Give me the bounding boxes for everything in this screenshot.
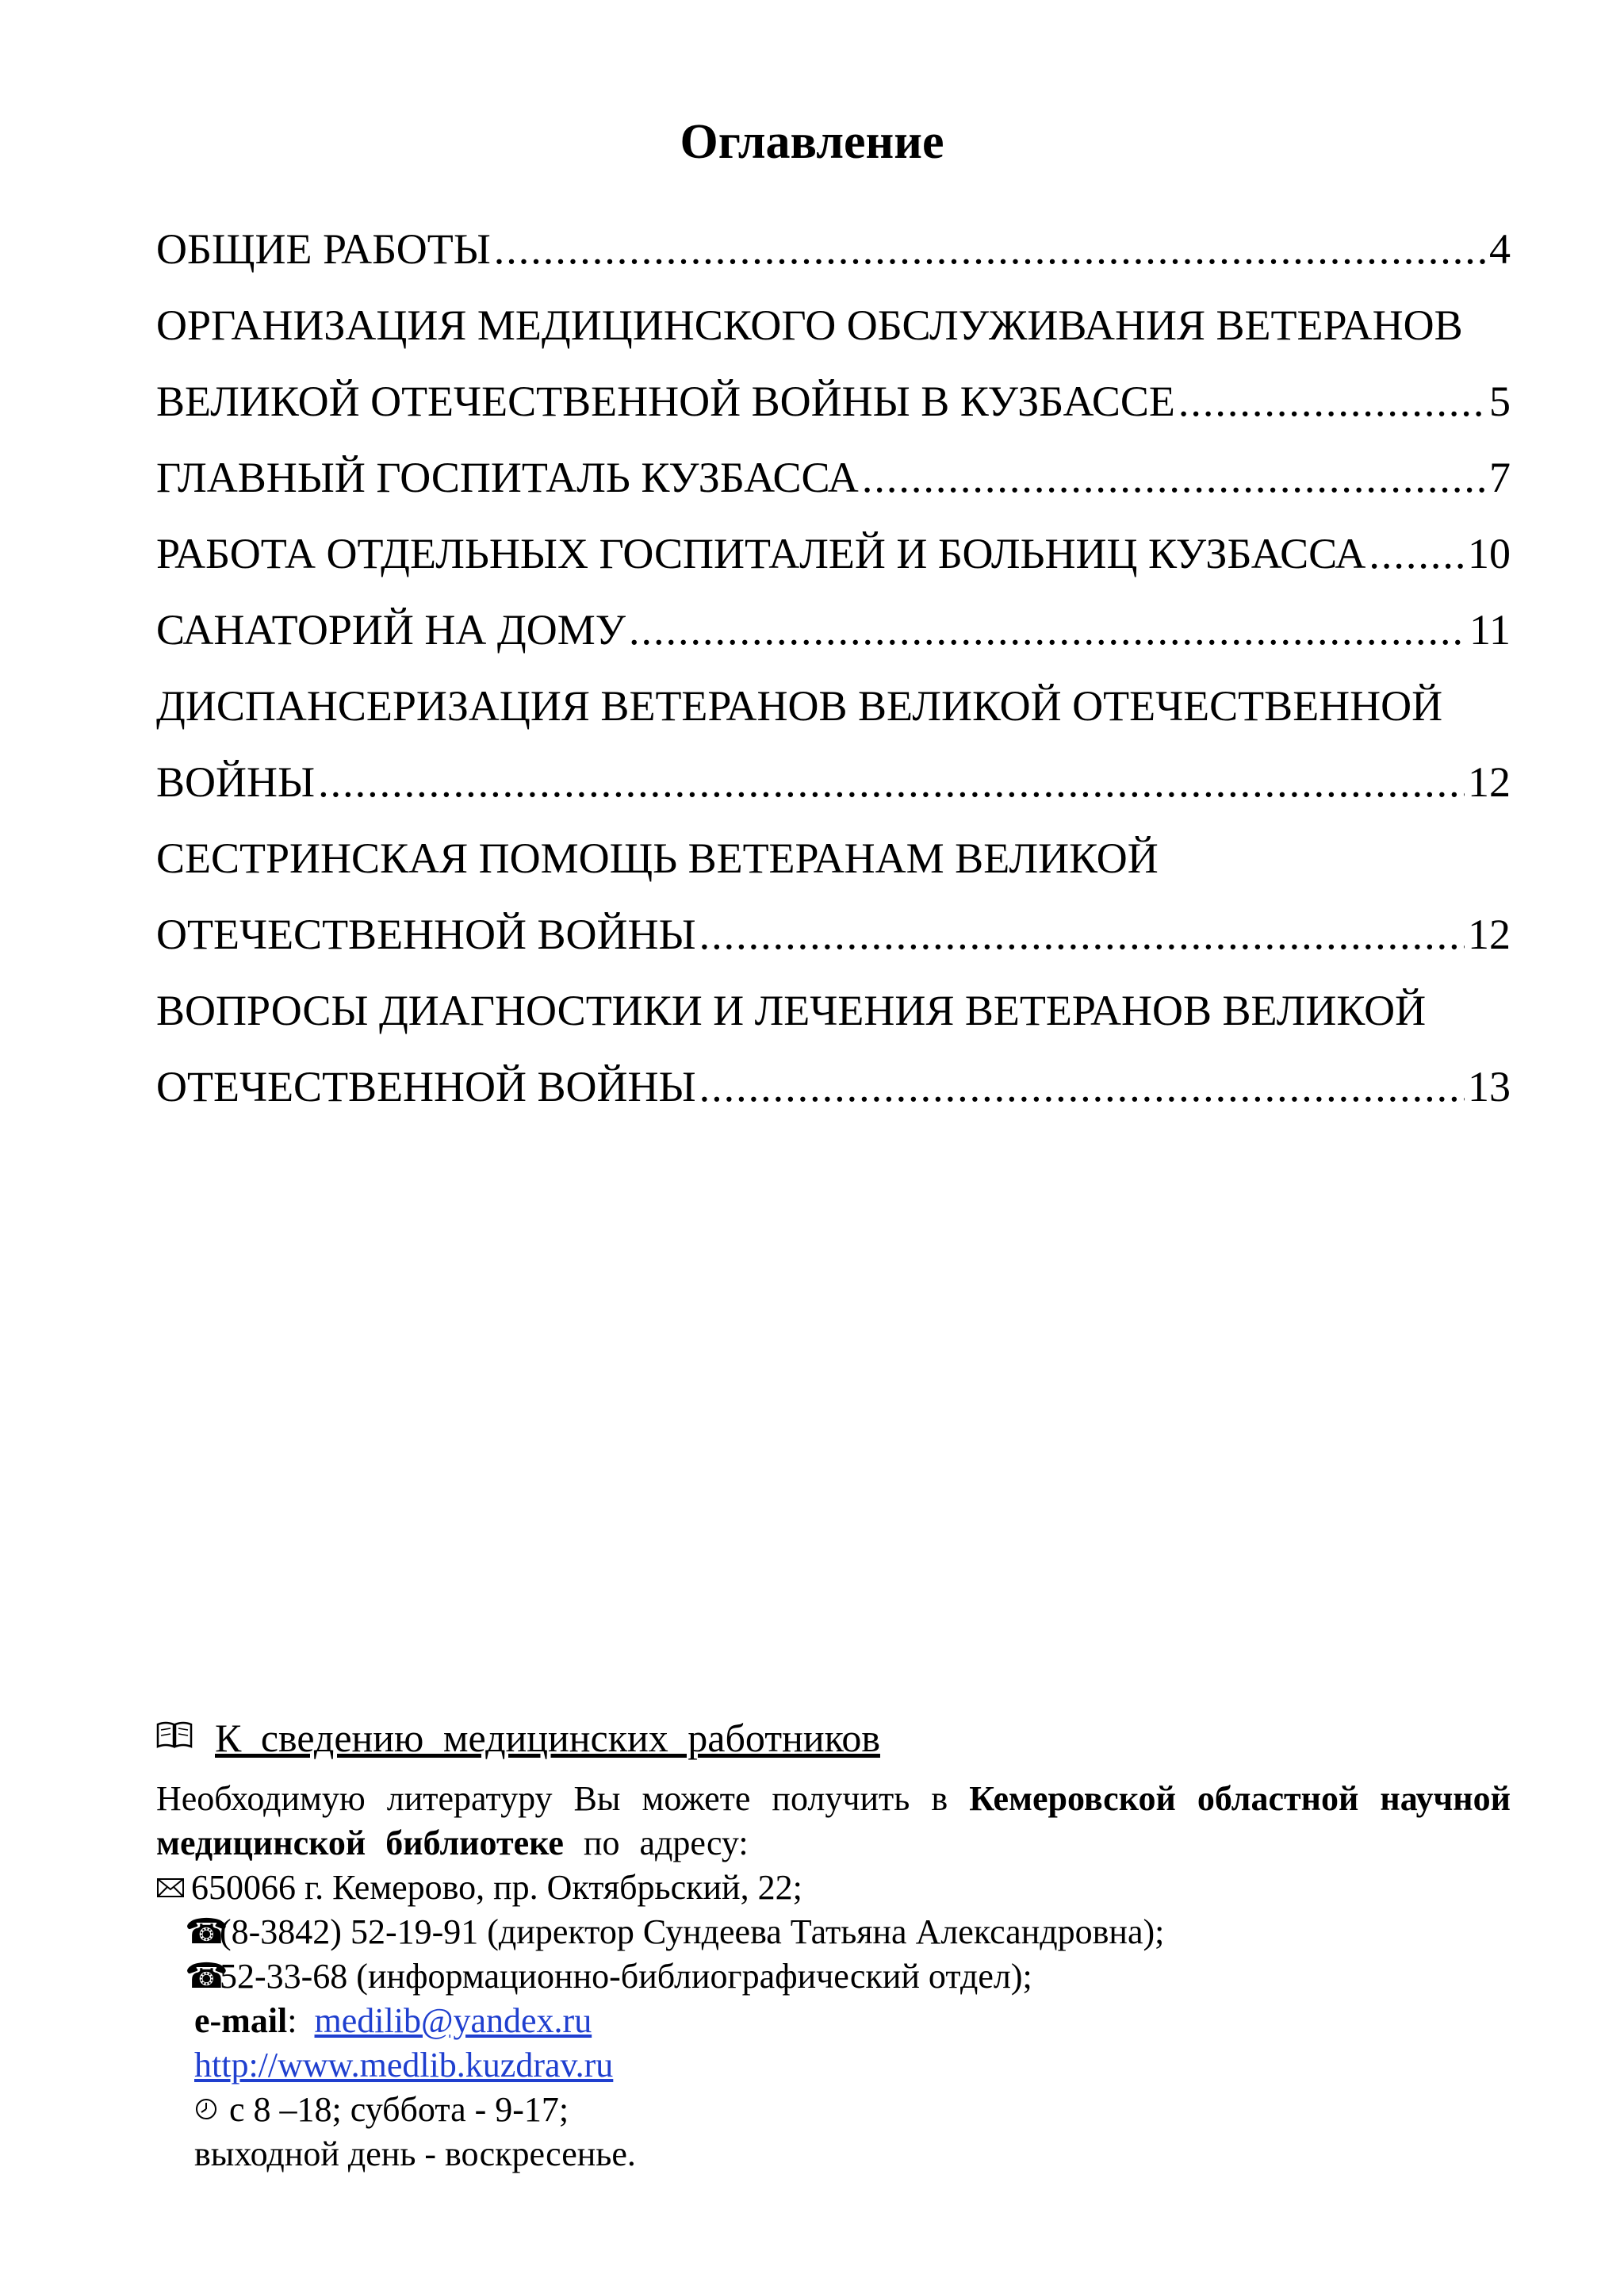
toc-page-number: 11: [1469, 606, 1511, 654]
toc-entry[interactable]: [156, 896, 1511, 972]
library-info: [156, 1713, 1511, 2177]
toc-entry[interactable]: [156, 363, 1511, 439]
toc-page-number: 5: [1489, 378, 1511, 425]
toc-entry-title: ВЕЛИКОЙ ОТЕЧЕСТВЕННОЙ ВОЙНЫ В КУЗБАССЕ: [156, 378, 1175, 425]
toc-leader-dots: [318, 744, 1465, 820]
toc-leader-dots: [862, 439, 1486, 516]
intro-end-text: по адресу:: [583, 1824, 749, 1862]
address-text: 650066 г. Кемерово, пр. Октябрьский, 22;: [191, 1868, 802, 1907]
toc-entry-first-line[interactable]: [156, 820, 1511, 896]
toc-page-number: 12: [1468, 758, 1511, 806]
info-heading-row: [156, 1713, 1511, 1762]
toc-page-number: 13: [1468, 1063, 1511, 1110]
phone-icon: ☎: [185, 1912, 228, 1951]
website-row: [156, 2043, 1511, 2088]
toc-leader-dots: [1369, 516, 1465, 592]
email-label: e-mail: [194, 2001, 288, 2040]
toc-entry-title: ВОЙНЫ: [156, 758, 316, 806]
toc-page-number: 12: [1468, 911, 1511, 958]
toc-entry-title: ОРГАНИЗАЦИЯ МЕДИЦИНСКОГО ОБСЛУЖИВАНИЯ ВЕТЕРАНОВ: [156, 301, 1463, 349]
toc-entry-title: ВОПРОСЫ ДИАГНОСТИКИ И ЛЕЧЕНИЯ ВЕТЕРАНОВ ВЕЛИКОЙ: [156, 987, 1427, 1034]
toc-entry[interactable]: [156, 592, 1511, 668]
toc-entry-first-line[interactable]: [156, 287, 1511, 363]
info-heading: К сведению медицинских работников: [215, 1716, 880, 1760]
envelope-icon: [156, 1866, 191, 1910]
toc-leader-dots: [1178, 363, 1486, 439]
toc-entry-title: ОБЩИЕ РАБОТЫ: [156, 225, 491, 273]
toc-entry-title: СЕСТРИНСКАЯ ПОМОЩЬ ВЕТЕРАНАМ ВЕЛИКОЙ: [156, 834, 1159, 882]
toc-entry-title: ОТЕЧЕСТВЕННОЙ ВОЙНЫ: [156, 1063, 696, 1110]
toc-page-number: 4: [1489, 225, 1511, 273]
hours-text: с 8 –18; суббота - 9-17;: [229, 2090, 569, 2129]
toc-entry[interactable]: [156, 744, 1511, 820]
toc-entry-title: ОТЕЧЕСТВЕННОЙ ВОЙНЫ: [156, 911, 696, 958]
toc-entry-title: САНАТОРИЙ НА ДОМУ: [156, 606, 626, 654]
page-title: Оглавление: [680, 115, 944, 169]
email-link[interactable]: medilib@yandex.ru: [314, 2001, 592, 2040]
phone-icon: ☎: [185, 1957, 228, 1996]
day-off-text: выходной день - воскресенье.: [194, 2134, 636, 2173]
phone2-row: [156, 1954, 1511, 1999]
toc-entry-title: ДИСПАНСЕРИЗАЦИЯ ВЕТЕРАНОВ ВЕЛИКОЙ ОТЕЧЕСТВЕННОЙ: [156, 682, 1443, 730]
toc-entry-title: ГЛАВНЫЙ ГОСПИТАЛЬ КУЗБАССА: [156, 454, 859, 501]
toc-leader-dots: [494, 211, 1486, 287]
toc-leader-dots: [699, 1049, 1465, 1125]
toc-page-number: 7: [1489, 454, 1511, 501]
toc-entry-first-line[interactable]: [156, 972, 1511, 1049]
phone2-text: 52-33-68 (информационно-библиографический отдел);: [220, 1957, 1032, 1996]
intro-text: Необходимую литературу Вы можете получить в: [156, 1779, 948, 1818]
website-link[interactable]: http://www.medlib.kuzdrav.ru: [194, 2046, 614, 2084]
library-intro: [156, 1777, 1511, 1866]
email-row: e-mail: medilib@yandex.ru: [194, 2001, 592, 2040]
library-name: Кемеровской областной научной медицинской библиотеке: [156, 1779, 1511, 1862]
toc-entry-first-line[interactable]: [156, 668, 1511, 744]
table-of-contents: [156, 211, 1511, 1125]
toc-page-number: 10: [1468, 530, 1511, 577]
toc-entry-title: РАБОТА ОТДЕЛЬНЫХ ГОСПИТАЛЕЙ И БОЛЬНИЦ КУЗБАССА: [156, 530, 1366, 577]
toc-leader-dots: [699, 896, 1465, 972]
hours-row: [156, 2088, 1511, 2132]
phone1-text: (8-3842) 52-19-91 (директор Сундеева Татьяна Александровна);: [220, 1912, 1165, 1951]
toc-entry[interactable]: [156, 1049, 1511, 1125]
phone1-row: [156, 1910, 1511, 1954]
address-row: [156, 1866, 1511, 1910]
toc-entry[interactable]: [156, 211, 1511, 287]
toc-leader-dots: [629, 592, 1466, 668]
book-icon: [156, 1713, 193, 1762]
clock-icon: [194, 2088, 229, 2132]
toc-entry[interactable]: [156, 439, 1511, 516]
toc-entry[interactable]: [156, 516, 1511, 592]
day-off-row: [156, 2132, 1511, 2177]
